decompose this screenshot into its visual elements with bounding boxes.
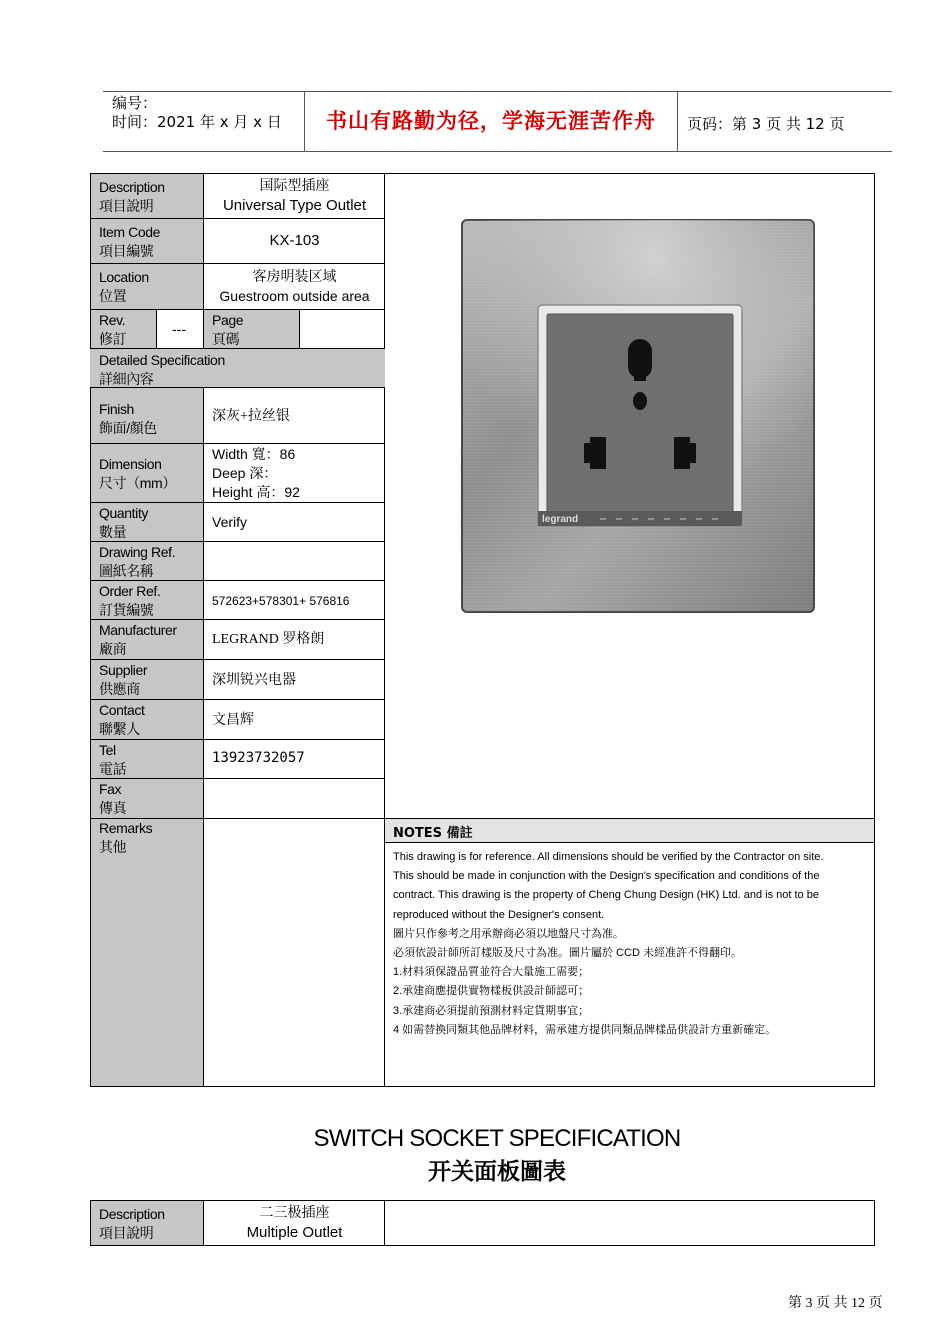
image-cell-2 bbox=[384, 1200, 875, 1246]
page-label: Page 頁碼 bbox=[212, 312, 244, 347]
brand-mark: legrand bbox=[542, 514, 579, 525]
manufacturer-value: LEGRAND 罗格朗 bbox=[212, 632, 325, 647]
header-top-rule bbox=[103, 91, 892, 92]
socket-image bbox=[460, 218, 816, 614]
row-rule bbox=[90, 699, 385, 700]
header-number-label: 编号： bbox=[112, 94, 158, 112]
detailed-spec-label: Detailed Specification 詳細內容 bbox=[99, 352, 225, 387]
item-code-value: KX-103 bbox=[269, 232, 320, 249]
row-rule bbox=[90, 218, 385, 219]
tel-label: Tel 電話 bbox=[99, 742, 127, 777]
order-ref-label: Order Ref. 訂貨編號 bbox=[99, 583, 161, 618]
rev-label: Rev. 修訂 bbox=[99, 312, 127, 347]
row-rule bbox=[90, 739, 385, 740]
header-time-label: 时间：2021 年 x 月 x 日 bbox=[112, 113, 282, 131]
notes-line: 必須依設計師所訂樣版及尺寸為准。圖片屬於 CCD 未經准許不得翻印。 bbox=[393, 947, 742, 960]
footer-page: 第 3 页 共 12 页 bbox=[788, 1296, 883, 1311]
description-value-2: 二三极插座 Multiple Outlet bbox=[246, 1206, 343, 1241]
header-left bbox=[112, 94, 282, 132]
notes-text bbox=[393, 848, 869, 1040]
order-ref-value: 572623+578301+ 576816 bbox=[212, 594, 350, 608]
rev-value: --- bbox=[172, 321, 186, 337]
header-motto: 书山有路勤为径，学海无涯苦作舟 bbox=[326, 109, 656, 133]
pin-earth bbox=[628, 339, 652, 381]
notes-line: contract. This drawing is the property of Cheng Chung Design (HK) Ltd. and is not to be bbox=[393, 889, 819, 902]
notes-title: NOTES 備註 bbox=[393, 826, 473, 841]
item-code-label: Item Code 項目編號 bbox=[99, 224, 160, 259]
header-bottom-rule bbox=[103, 151, 892, 152]
description-value: 国际型插座 Universal Type Outlet bbox=[222, 179, 367, 214]
supplier-label: Supplier 供應商 bbox=[99, 662, 148, 697]
notes-line: 3.承建商必須提前預測材料定貨期事宜； bbox=[393, 1004, 590, 1017]
row-rule bbox=[90, 443, 385, 444]
section-title-zh: 开关面板圖表 bbox=[428, 1159, 566, 1185]
notes-line: 2.承建商應提供實物樣板供設計師認可； bbox=[393, 985, 590, 998]
row-rule bbox=[90, 778, 385, 779]
notes-line: 1.材料須保證品質並符合大量施工需要； bbox=[393, 966, 590, 979]
section-title-en: SWITCH SOCKET SPECIFICATION bbox=[313, 1125, 681, 1152]
description-label-2: Description 項目說明 bbox=[99, 1206, 165, 1241]
notes-line: 圖片只作參考之用承辦商必須以地盤尺寸為准。 bbox=[393, 927, 624, 940]
manufacturer-label: Manufacturer 廠商 bbox=[99, 622, 177, 657]
tel-value: 13923732057 bbox=[212, 750, 305, 766]
fax-label: Fax 傳真 bbox=[99, 781, 127, 816]
dimension-label: Dimension 尺寸（mm） bbox=[99, 456, 176, 491]
description-label: Description 項目說明 bbox=[99, 179, 165, 214]
supplier-value: 深圳锐兴电器 bbox=[212, 673, 296, 688]
row-rule bbox=[90, 659, 385, 660]
drawing-ref-label: Drawing Ref. 圖紙名稱 bbox=[99, 544, 176, 579]
notes-line: This drawing is for reference. All dimensions should be verified by the Contractor on site. bbox=[393, 851, 824, 863]
location-value: 客房明装区域 Guestroom outside area bbox=[219, 270, 370, 304]
contact-label: Contact 聯繫人 bbox=[99, 702, 145, 737]
finish-label: Finish 飾面/顏色 bbox=[99, 401, 157, 436]
quantity-label: Quantity 數量 bbox=[99, 505, 148, 540]
row-rule bbox=[90, 263, 385, 264]
row-rule bbox=[90, 502, 385, 503]
notes-line: reproduced without the Designer's consent. bbox=[393, 908, 605, 921]
notes-line: 4 如需替換同類其他品牌材料，需承建方提供同類品牌樣品供設計方重新確定。 bbox=[393, 1023, 777, 1036]
dimension-value: Width 寬：86 Deep 深： Height 高：92 bbox=[212, 446, 300, 500]
remarks-label: Remarks 其他 bbox=[99, 820, 153, 855]
header-divider-2 bbox=[677, 91, 678, 151]
location-label: Location 位置 bbox=[99, 269, 149, 304]
header-page-info: 页码：第 3 页 共 12 页 bbox=[687, 115, 845, 133]
quantity-value: Verify bbox=[212, 514, 248, 530]
contact-value: 文昌辉 bbox=[212, 713, 254, 728]
finish-value: 深灰+拉丝银 bbox=[212, 409, 290, 424]
notes-line: This should be made in conjunction with the Design's specification and conditions of the bbox=[393, 870, 820, 883]
